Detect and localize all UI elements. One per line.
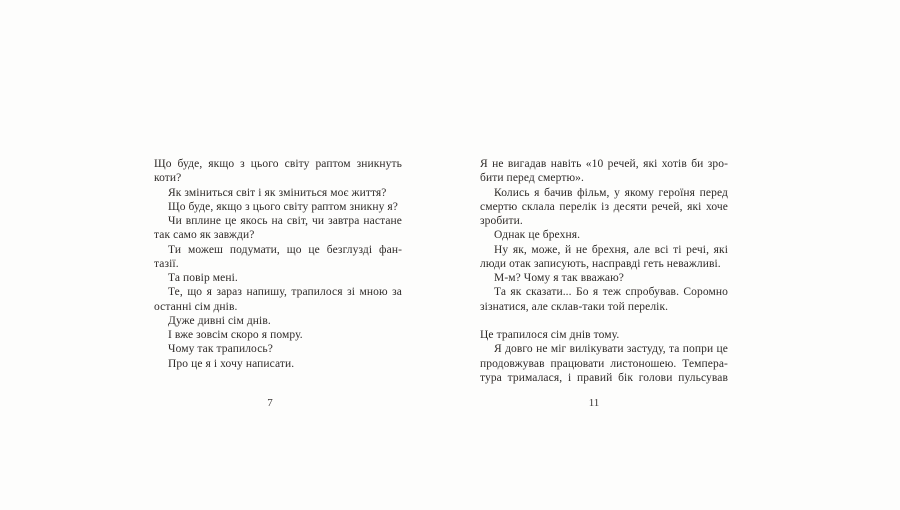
text-line: Чи вплине це якось на світ, чи завтра настане (168, 215, 402, 227)
text-line: Що буде, якщо з цього світу раптом зникнуть (154, 158, 402, 170)
text-line: люди отак записують, насправді геть неважливі. (480, 257, 721, 270)
text-line: останні сім днів. (154, 300, 238, 313)
text-line: тазії. (154, 257, 179, 270)
text-line: зробити. (480, 215, 523, 227)
text-line: тура трималася, і правий бік голови пульсував (480, 371, 728, 384)
text-line: коти? (154, 172, 182, 185)
text-line: смертю склала перелік із десяти речей, які хоче (480, 200, 728, 213)
text-line: зізнатися, але склав-таки той перелік. (480, 300, 669, 313)
text-line: Це трапилося сім днів тому. (480, 329, 620, 341)
text-line: Я не вигадав навіть «10 речей, які хотів би зро- (480, 158, 728, 170)
text-line: бити перед смертю». (480, 172, 584, 185)
paragraph-spacer (480, 314, 728, 328)
right-page-text (480, 157, 728, 385)
text-line: І вже зовсім скоро я помру. (168, 329, 303, 341)
text-line: Однак це брехня. (494, 229, 581, 242)
text-line: Ти можеш подумати, що це безглузді фан- (168, 243, 402, 256)
text-line: Колись я бачив фільм, у якому героїня перед (494, 186, 728, 199)
text-line: Я довго не міг вилікувати застуду, та попри це (494, 343, 728, 356)
left-page-text (154, 157, 402, 371)
text-line: Чому так трапилось? (168, 343, 273, 356)
text-line: Та повір мені. (168, 272, 238, 284)
text-line: Про це я і хочу написати. (168, 357, 295, 370)
text-line: Те, що я зараз напишу, трапилося зі мною за (168, 286, 402, 299)
text-line: так само як завжди? (154, 229, 255, 242)
left-page-number: 7 (267, 397, 273, 409)
text-line: Ну як, може, й не брехня, але всі ті речі, які (494, 243, 728, 256)
right-page-number: 11 (588, 397, 600, 409)
text-line: продовжував працювати листоношею. Темпера- (480, 357, 728, 370)
text-line: Та як сказати... Бо я теж спробував. Соромно (494, 286, 728, 299)
text-line: Як зміниться світ і як зміниться моє життя? (168, 186, 387, 199)
text-line: М-м? Чому я так вважаю? (494, 272, 624, 284)
text-line: Дуже дивні сім днів. (168, 314, 271, 327)
text-line: Що буде, якщо з цього світу раптом зникну я? (168, 200, 399, 213)
